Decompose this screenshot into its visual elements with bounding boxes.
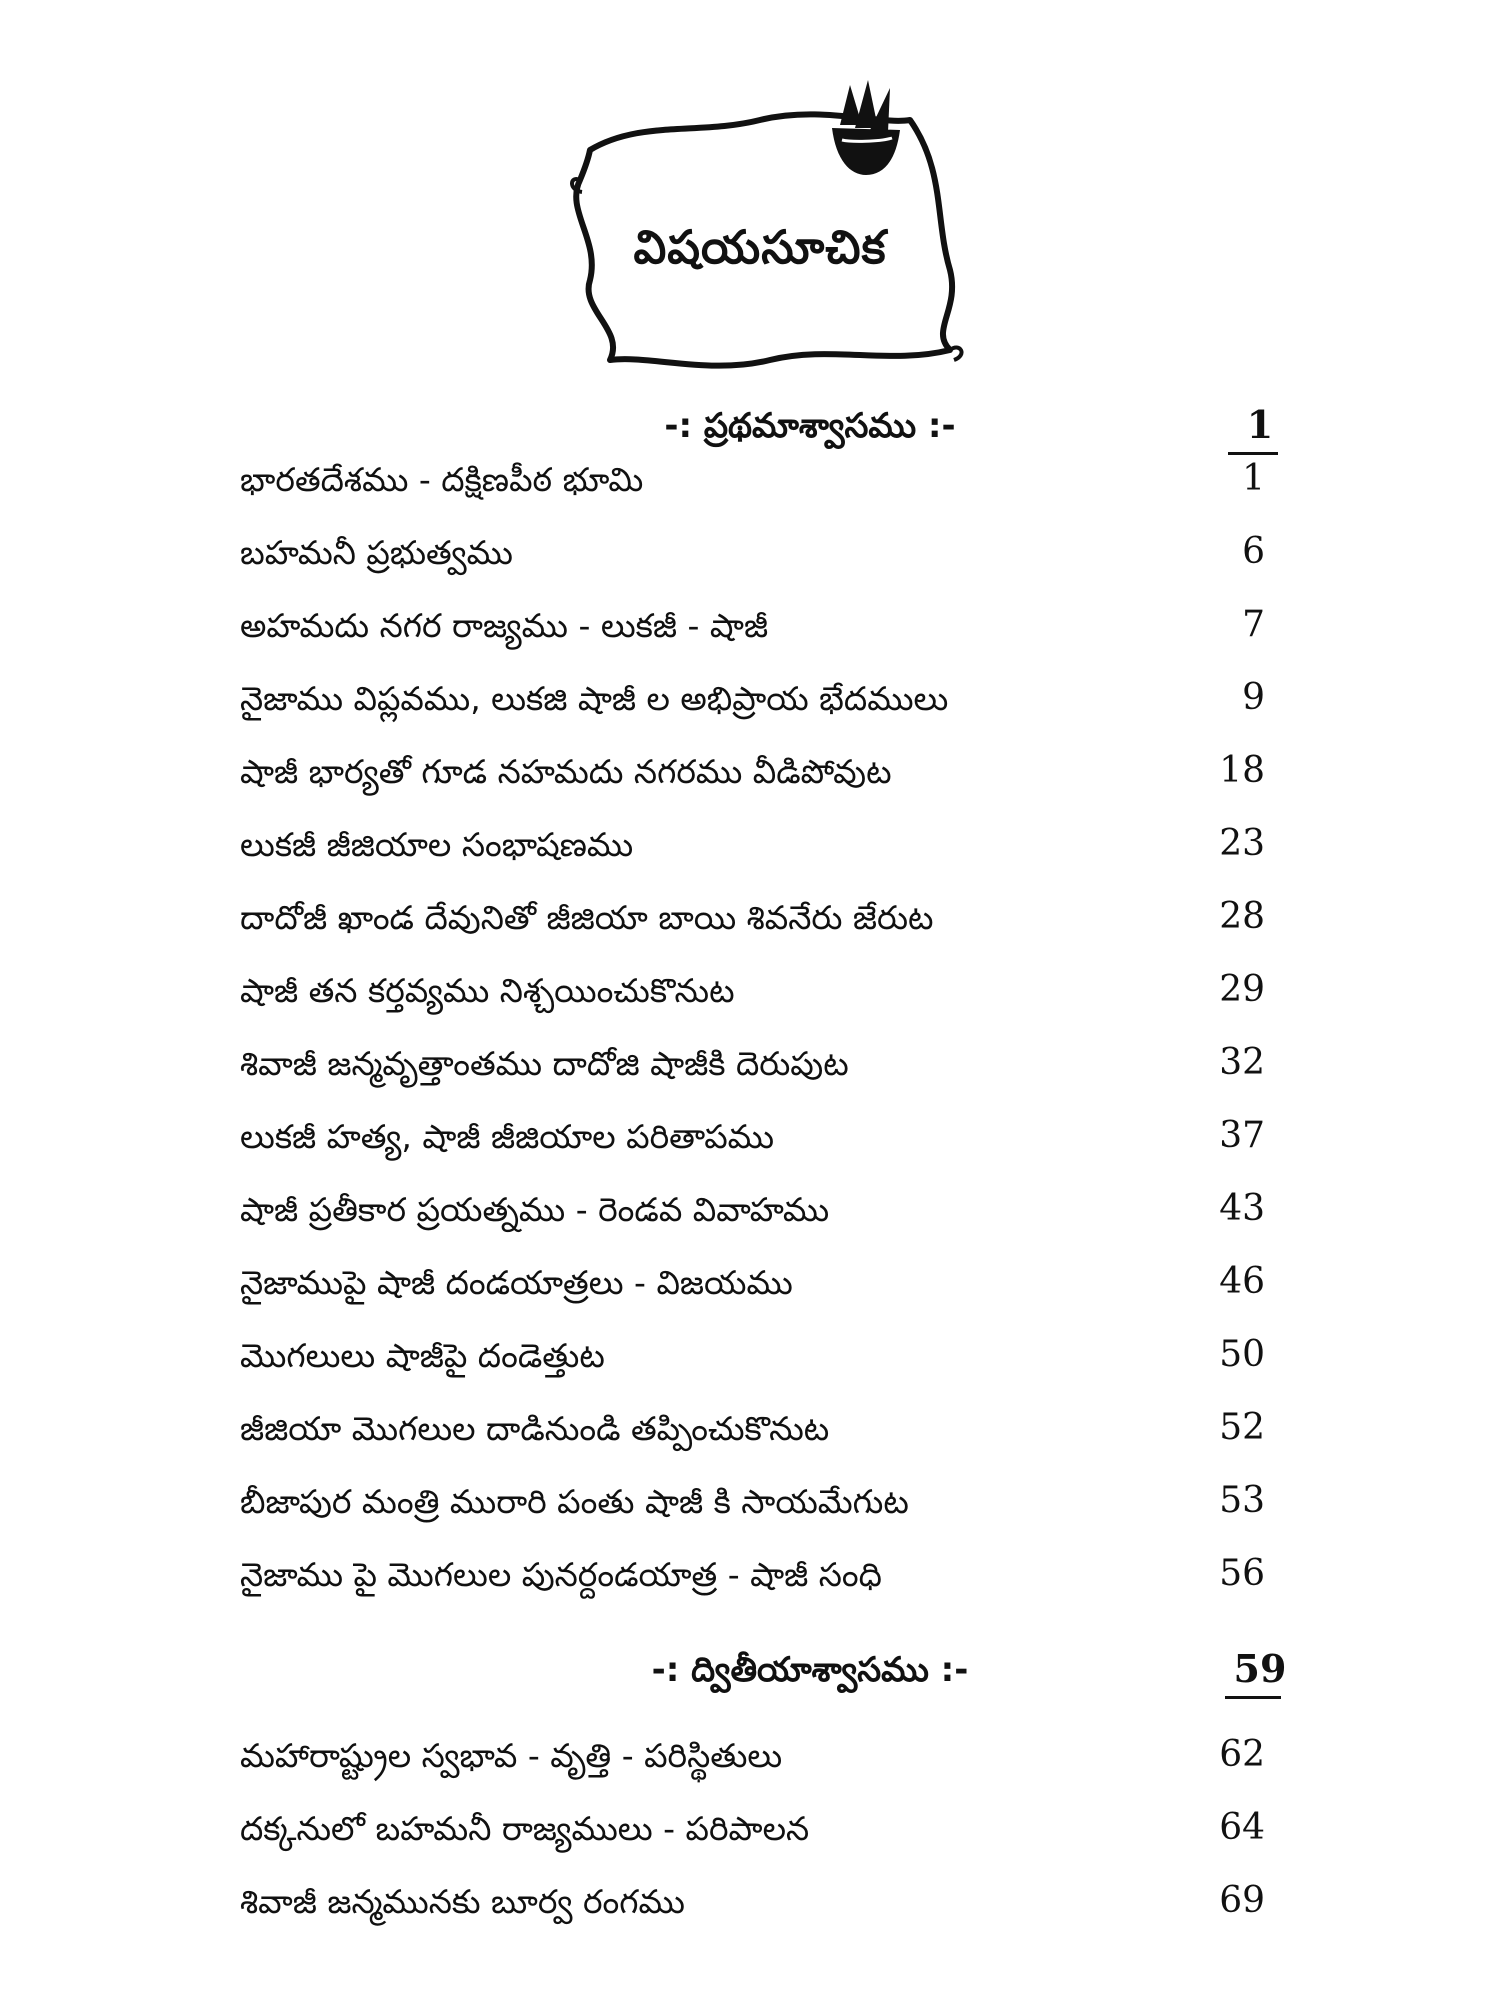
toc-entry-page: 1: [1242, 458, 1265, 499]
toc-entry-page: 23: [1219, 823, 1265, 864]
toc-entry-page: 32: [1219, 1042, 1265, 1083]
toc-entry-title: దక్కనులో బహమనీ రాజ్యములు - పరిపాలన: [240, 1809, 810, 1848]
toc-entry: [240, 1032, 1300, 1105]
section-underline: [1225, 1696, 1281, 1699]
toc-entry-title: బీజాపుర మంత్రి మురారి పంతు షాజీ కి సాయమేగుట: [240, 1482, 909, 1521]
toc-entry-page: 50: [1219, 1334, 1265, 1375]
toc-entry-title: లుకజీ జీజియాల సంభాషణము: [240, 825, 634, 864]
toc-entry: [240, 959, 1300, 1032]
toc-entry: [240, 1797, 1300, 1870]
section-header-2: [0, 1636, 1500, 1706]
toc-entry: [240, 1105, 1300, 1178]
section-page-number: 1: [1246, 402, 1274, 447]
section-title: -: ద్వితీయాశ్వాసము :-: [651, 1650, 969, 1690]
toc-entry-page: 53: [1219, 1480, 1265, 1521]
toc-entry: [240, 594, 1300, 667]
toc-entry-title: షాజీ తన కర్తవ్యము నిశ్చయించుకొనుట: [240, 971, 735, 1010]
toc-entry-title: శివాజీ జన్మమునకు బూర్వ రంగము: [240, 1882, 685, 1921]
toc-entry-page: 56: [1219, 1553, 1265, 1594]
toc-entry: [240, 1397, 1300, 1470]
title-banner: [550, 80, 970, 380]
toc-entry-title: షాజీ భార్యతో గూడ నహమదు నగరము వీడిపోవుట: [240, 752, 892, 791]
toc-entry-title: నైజాము విప్లవము, లుకజి షాజీ ల అభిప్రాయ భేదములు: [240, 679, 949, 718]
toc-entry-page: 62: [1219, 1734, 1265, 1775]
toc-entry: [240, 667, 1300, 740]
toc-entry: [240, 1870, 1300, 1943]
toc-entry-title: లుకజీ హత్య, షాజీ జీజియాల పరితాపము: [240, 1117, 775, 1156]
toc-entry-title: శివాజీ జన్మవృత్తాంతము దాదోజి షాజీకి దెరుపుట: [240, 1044, 849, 1083]
page-title: విషయసూచిక: [633, 220, 887, 274]
toc-entry-page: 43: [1219, 1188, 1265, 1229]
toc-entry-title: జీజియా మొగలుల దాడినుండి తప్పించుకొనుట: [240, 1409, 830, 1448]
toc-entry-title: బహమనీ ప్రభుత్వము: [240, 533, 513, 572]
toc-entry-page: 69: [1219, 1880, 1265, 1921]
toc-entry-page: 37: [1219, 1115, 1265, 1156]
toc-entry: [240, 521, 1300, 594]
toc-entry-title: మొగలులు షాజీపై దండెత్తుట: [240, 1336, 605, 1375]
toc-entry-page: 9: [1242, 677, 1265, 718]
toc-entry-page: 6: [1242, 531, 1265, 572]
section-page-number: 59: [1233, 1646, 1287, 1691]
toc-entry-title: దాదోజీ ఖాండ దేవునితో జీజియా బాయి శివనేరు జేరుట: [240, 898, 934, 937]
pen-holder-icon: [832, 80, 900, 175]
section-title: -: ప్రథమాశ్వాసము :-: [664, 406, 956, 446]
toc-entry-title: మహారాష్ట్రుల స్వభావ - వృత్తి - పరిస్థితులు: [240, 1736, 783, 1775]
toc-entry: [240, 1724, 1300, 1797]
toc-entry-title: నైజాముపై షాజీ దండయాత్రలు - విజయము: [240, 1263, 793, 1302]
toc-entry: [240, 740, 1300, 813]
toc-entry-page: 52: [1219, 1407, 1265, 1448]
toc-entry: [240, 813, 1300, 886]
toc-entry-page: 7: [1242, 604, 1265, 645]
toc-entry-page: 64: [1219, 1807, 1265, 1848]
toc-entry: [240, 886, 1300, 959]
toc-entry-title: అహమదు నగర రాజ్యము - లుకజీ - షాజీ: [240, 606, 769, 645]
toc-entry-page: 28: [1219, 896, 1265, 937]
toc-entry: [240, 1543, 1300, 1616]
toc-entry: [240, 1470, 1300, 1543]
toc-entry-title: నైజాము పై మొగలుల పునర్దండయాత్ర - షాజీ సంధి: [240, 1555, 882, 1594]
toc-entry-page: 18: [1219, 750, 1265, 791]
toc-entry-page: 29: [1219, 969, 1265, 1010]
toc-entry-title: భారతదేశము - దక్షిణపీఠ భూమి: [240, 460, 644, 499]
toc-entry-page: 46: [1219, 1261, 1265, 1302]
toc-entry: [240, 1178, 1300, 1251]
toc-list-section-2: [240, 1724, 1300, 1943]
toc-list-section-1: [240, 448, 1300, 1616]
toc-entry: [240, 1251, 1300, 1324]
toc-entry-title: షాజీ ప్రతీకార ప్రయత్నము - రెండవ వివాహము: [240, 1190, 830, 1229]
toc-entry: [240, 448, 1300, 521]
toc-entry: [240, 1324, 1300, 1397]
